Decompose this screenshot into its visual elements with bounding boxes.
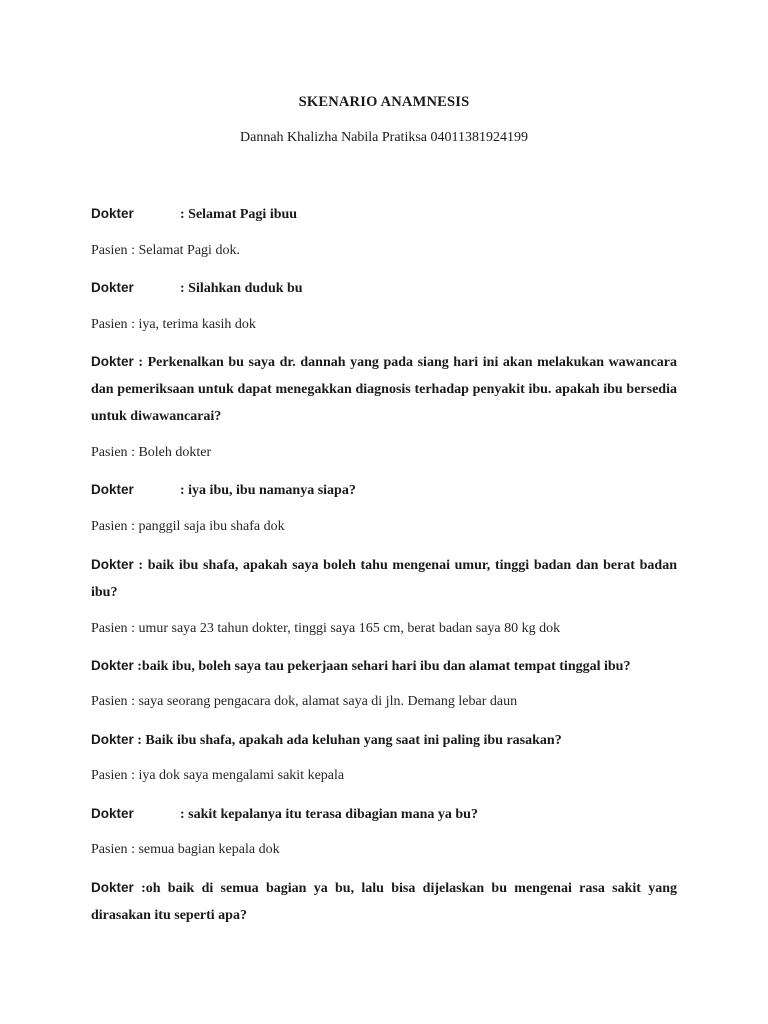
speaker-label: Dokter — [91, 880, 134, 895]
dialogue-line-patient — [91, 836, 677, 863]
dialogue-text: : Baik ibu shafa, apakah ada keluhan yang saat ini paling ibu rasakan? — [133, 733, 562, 748]
dialogue-line-patient — [91, 762, 677, 789]
dialogue-line-doctor — [91, 652, 677, 680]
speaker-label: Pasien — [91, 768, 128, 783]
speaker-label: Dokter — [91, 354, 134, 369]
dialogue-line-patient — [91, 439, 677, 466]
speaker-label: Pasien — [91, 694, 128, 709]
speaker-label: Pasien — [91, 243, 128, 258]
speaker-label: Dokter — [91, 280, 134, 295]
dialogue-text: : Perkenalkan bu saya dr. dannah yang pada siang hari ini akan melakukan wawancara dan pemeriksaan untuk dapat menegakkan diagnosis terhadap penyakit ibu. apakah ibu bersedia untuk diwawancarai? — [91, 355, 677, 424]
dialogue-text: : panggil saja ibu shafa dok — [127, 519, 285, 534]
speaker-label: Pasien — [91, 317, 128, 332]
dialogue-text: : saya seorang pengacara dok, alamat saya di jln. Demang lebar daun — [127, 694, 518, 709]
speaker-label: Dokter — [91, 658, 134, 673]
dialogue-text: : iya, terima kasih dok — [127, 317, 256, 332]
dialogue-line-doctor — [91, 476, 677, 504]
dialogue-text: : baik ibu shafa, apakah saya boleh tahu mengenai umur, tinggi badan dan berat badan ibu? — [91, 558, 677, 600]
dialogue-text: : Boleh dokter — [127, 445, 212, 460]
dialogue-line-patient — [91, 615, 677, 642]
dialogue-line-doctor — [91, 551, 677, 606]
speaker-label: Dokter — [91, 806, 134, 821]
dialogue-line-patient — [91, 513, 677, 540]
dialogue-line-doctor — [91, 726, 677, 754]
dialogue-line-patient — [91, 688, 677, 715]
dialogue-text: : umur saya 23 tahun dokter, tinggi saya 165 cm, berat badan saya 80 kg dok — [127, 621, 561, 636]
dialogue-text: : iya dok saya mengalami sakit kepala — [127, 768, 345, 783]
document-title: SKENARIO ANAMNESIS — [298, 94, 470, 110]
dialogue-line-patient — [91, 237, 677, 264]
dialogue-text: : Selamat Pagi dok. — [127, 243, 240, 258]
speaker-label: Dokter — [91, 732, 134, 747]
dialogue-line-doctor — [91, 348, 677, 430]
dialogue-text: : Selamat Pagi ibuu — [180, 207, 298, 222]
dialogue-line-doctor — [91, 874, 677, 929]
dialogue-text: : Silahkan duduk bu — [180, 281, 303, 296]
dialogue-line-patient — [91, 311, 677, 338]
speaker-label: Dokter — [91, 482, 134, 497]
speaker-label: Dokter — [91, 557, 134, 572]
speaker-label: Pasien — [91, 519, 128, 534]
speaker-label: Dokter — [91, 206, 134, 221]
dialogue-line-doctor — [91, 274, 677, 302]
dialogue-line-doctor — [91, 200, 677, 228]
speaker-label: Pasien — [91, 445, 128, 460]
speaker-label: Pasien — [91, 621, 128, 636]
dialogue-text: : sakit kepalanya itu terasa dibagian mana ya bu? — [180, 807, 478, 822]
dialogue-text: :baik ibu, boleh saya tau pekerjaan sehari hari ibu dan alamat tempat tinggal ibu? — [133, 659, 631, 674]
dialogue-text: : semua bagian kepala dok — [127, 842, 280, 857]
dialogue-text: : iya ibu, ibu namanya siapa? — [180, 483, 356, 498]
speaker-label: Pasien — [91, 842, 128, 857]
dialogue-text: :oh baik di semua bagian ya bu, lalu bisa dijelaskan bu mengenai rasa sakit yang dirasakan itu seperti apa? — [91, 881, 677, 923]
dialogue-line-doctor — [91, 800, 677, 828]
document-author: Dannah Khalizha Nabila Pratiksa 04011381924199 — [240, 130, 528, 145]
